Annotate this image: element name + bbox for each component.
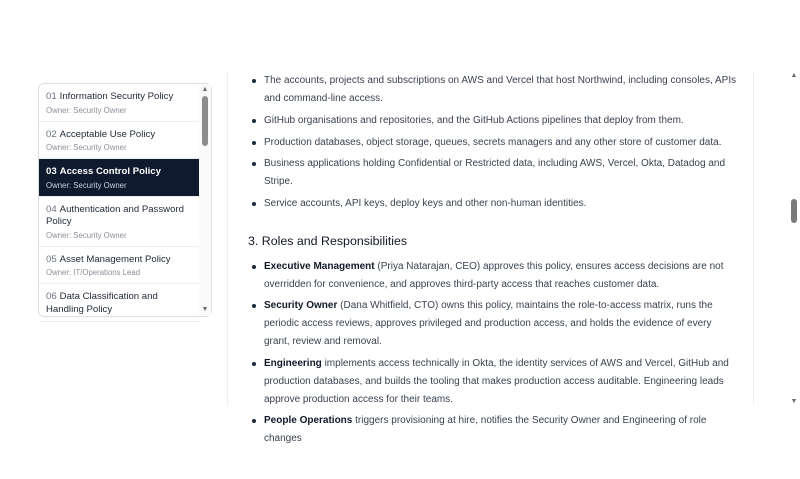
policy-item-02[interactable]	[39, 122, 201, 160]
policy-title: Data Classification and Handling Policy	[46, 291, 158, 315]
scope-list	[248, 72, 738, 213]
policy-title: Authentication and Password Policy	[46, 203, 184, 227]
policy-document	[248, 72, 738, 451]
role-name: Engineering	[264, 357, 322, 369]
role-item	[248, 297, 738, 351]
list-item: GitHub organisations and repositories, and the GitHub Actions pipelines that deploy from them.	[248, 112, 738, 130]
policy-content-panel	[227, 72, 754, 444]
scroll-up-arrow-icon[interactable]: ▲	[790, 72, 798, 79]
policy-number: 06	[46, 291, 57, 302]
list-item: Business applications holding Confidential or Restricted data, including AWS, Vercel, Okta, Datadog and Stripe.	[248, 155, 738, 191]
policy-number: 02	[46, 128, 57, 140]
policy-item-03[interactable]	[39, 159, 201, 197]
page-scroll-thumb[interactable]	[791, 199, 797, 223]
list-item: Production databases, object storage, queues, secrets managers and any other store of customer data.	[248, 134, 738, 152]
scroll-down-arrow-icon[interactable]: ▼	[790, 398, 798, 405]
policy-list-sidebar	[38, 83, 212, 317]
sidebar-scrollbar[interactable]	[199, 84, 211, 316]
role-description: triggers provisioning at hire, notifies the Security Owner and Engineering of role changes	[264, 414, 707, 444]
policy-item-01[interactable]	[39, 84, 201, 122]
section-heading: 3. Roles and Responsibilities	[248, 234, 408, 249]
policy-title: Asset Management Policy	[59, 253, 171, 265]
policy-list	[39, 84, 201, 322]
role-description: (Priya Natarajan, CEO) approves this policy, ensures access decisions are not overridden for convenience, and approves third-party access that reaches customer data.	[264, 261, 724, 291]
policy-title: Information Security Policy	[59, 91, 174, 102]
role-name: Executive Management	[264, 261, 375, 273]
policy-title: Access Control Policy	[59, 166, 161, 177]
role-name: Security Owner	[264, 300, 338, 312]
roles-list	[248, 258, 738, 448]
policy-owner: Owner: Security Owner	[46, 180, 127, 190]
page-scrollbar[interactable]	[788, 70, 800, 408]
policy-owner: Owner: IT/Operations Lead	[46, 268, 141, 277]
policy-owner: Owner: Security Owner	[46, 143, 127, 152]
policy-title: Acceptable Use Policy	[59, 128, 156, 140]
policy-number: 04	[46, 203, 57, 215]
policy-item-04[interactable]	[39, 197, 201, 247]
list-item: Service accounts, API keys, deploy keys and other non-human identities.	[248, 195, 738, 213]
list-item: The accounts, projects and subscriptions on AWS and Vercel that host Northwind, including consoles, APIs and command-line access.	[248, 72, 738, 108]
role-name: People Operations	[264, 414, 353, 426]
sidebar-scroll-thumb[interactable]	[202, 96, 208, 146]
role-item	[248, 355, 738, 409]
policy-item-05[interactable]	[39, 247, 201, 285]
role-description: implements access technically in Okta, the identity services of AWS and Vercel, GitHub and production databases, and builds the tooling that makes production access auditable. Engineering leads approve production access for their teams.	[264, 357, 729, 405]
scroll-down-arrow-icon[interactable]: ▼	[201, 306, 209, 313]
policy-number: 01	[46, 91, 57, 102]
role-description: (Dana Whitfield, CTO) owns this policy, maintains the role-to-access matrix, runs the periodic access reviews, approves privileged and production access, and holds the evidence of every grant, review and removal.	[264, 300, 713, 348]
policy-number: 05	[46, 253, 57, 265]
policy-number: 03	[46, 166, 57, 177]
policy-item-06[interactable]	[39, 284, 201, 322]
scroll-up-arrow-icon[interactable]: ▲	[201, 86, 209, 93]
role-item	[248, 258, 738, 294]
policy-owner: Owner: Security Owner	[46, 230, 127, 240]
policy-owner: Owner: Security Owner	[46, 105, 127, 115]
role-item	[248, 412, 738, 448]
